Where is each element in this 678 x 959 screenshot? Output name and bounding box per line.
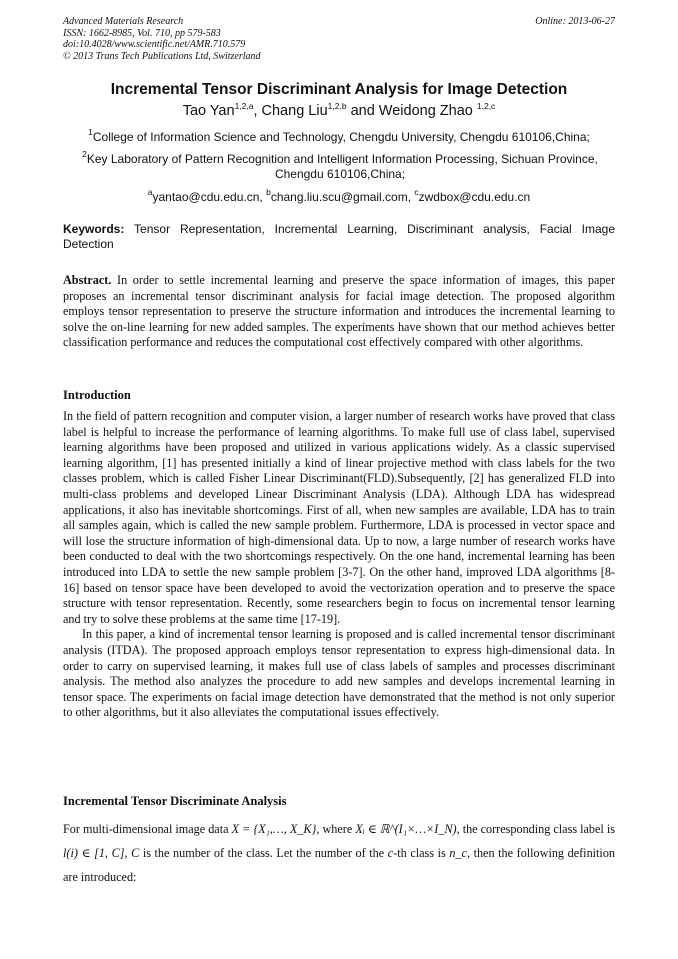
author-emails: $^a$yantao@cdu.edu.cn, $^b$chang.liu.scu@gmail.com, $^c$zwdbox@cdu.edu.cn (147, 187, 531, 204)
doi: doi:10.4028/www.scientific.net/AMR.710.579 (63, 39, 246, 50)
paragraph: In this paper, a kind of incremental tensor learning is proposed and is called incremental tensor discriminant analysis (ITDA). The proposed approach employs tensor representation to express high-dimensional data. In order to carry on supervised learning, it makes full use of class labels of samples and processes discriminant analysis. The method also analyzes the procedure to add new samples and develops incremental learning in tensor space. The experiments on facial image detection have demonstrated that the method is not only superior to other algorithms, but it also alleviates the computational issues effectively. (63, 627, 615, 720)
author-name: , Chang Liu (253, 103, 328, 119)
math-expression: Xᵢ ∈ ℝ^(I₁×…×I_N) (355, 822, 457, 836)
itda-body: For multi-dimensional image data X = {X₁,…, X_K}, where Xᵢ ∈ ℝ^(I₁×…×I_N), the corresponding class label is l(i) ∈ [1, C], C is the number of the class. Let the number of the c-th class is n_c, then the following definition are introduced: (63, 822, 616, 884)
section-heading-itda: Incremental Tensor Discriminate Analysis (63, 794, 287, 808)
copyright: © 2013 Trans Tech Publications Ltd, Switzerland (63, 50, 261, 62)
author-superscript: 1,2,a (234, 101, 254, 111)
keywords-label: Keywords: (63, 222, 125, 236)
online-date: Online: 2013-06-27 (535, 16, 615, 27)
email-link[interactable]: chang.liu.scu@gmail.com, (270, 190, 415, 204)
author-name: and Weidong Zhao (346, 103, 477, 119)
email-link[interactable]: yantao@cdu.edu.cn, (152, 190, 267, 204)
email-link[interactable]: zwdbox@cdu.edu.cn (418, 190, 531, 204)
journal-meta (63, 16, 261, 62)
paragraph: In the field of pattern recognition and computer vision, a larger number of research works have proved that class label is helpful to increase the performance of learning algorithms. To make full use of class label, supervised learning algorithms have been proposed and utilized in various applications widely. As a classic supervised learning algorithm, [1] has presented initially a kind of linear projective method with class labels for the two classes problem, which is called Fisher Linear Discriminant(FLD).Subsequently, [2] has generalized FLD into multi-class problems and developed Linear Discriminant Analysis (LDA). Although LDA has widespread applications, it also has inevitable shortcomings. First of all, when new samples are available, LDA has to train all samples again, which is called the new sample problem. Furthermore, LDA is processed in vector space and will lose the structure information of high-dimensional data. Up to now, a large number of research works have been conducted to deal with the two shortcomings respectively. On the one hand, incremental learning has been introduced into LDA to settle the new sample problem [3-7]. On the other hand, improved LDA algorithms [8-16] based on tensor space have been developed to avoid the vectorization operation and to preserve the space structure with tensor representation. Recently, some researchers begin to focus on incremental tensor learning and try to solve these problems at the same time [17-19]. (63, 409, 615, 626)
abstract-label: Abstract. (63, 273, 112, 287)
affiliation-1: $^1$College of Information Science and Technology, Chengdu University, Chengdu 610106,China; (88, 127, 590, 144)
journal-name: Advanced Materials Research (63, 16, 184, 27)
keywords (63, 222, 615, 252)
author-superscript: 1,2,c (476, 101, 496, 111)
abstract-text: In order to settle incremental learning and preserve the space information of images, this paper proposes an incremental tensor discriminant analysis for facial image detection. The proposed algorithm employs tensor representation to preserve the structure information and introduces the incremental learning to solve the on-line learning for new added samples. The experiments have shown that our method achieves better classification performance and reduces the computational cost effectively compared with other algorithms. (63, 273, 615, 350)
keywords-text: Tensor Representation, Incremental Learning, Discriminant analysis, Facial Image Detection (63, 222, 615, 251)
abstract (63, 273, 615, 351)
author-superscript: 1,2,b (327, 101, 347, 111)
math-expression: c (387, 846, 394, 860)
math-expression: l(i) ∈ [1, C] (63, 846, 125, 860)
affiliation-2: $^2$Key Laboratory of Pattern Recognition and Intelligent Information Processing, Sichuan Province, Chengdu 610106,China; (82, 149, 598, 181)
issn: ISSN: 1662-8985, Vol. 710, pp 579-583 (63, 27, 221, 39)
math-expression: C (131, 846, 140, 860)
section-heading-introduction: Introduction (63, 388, 131, 402)
author-list (0, 103, 678, 119)
paper-title: Incremental Tensor Discriminant Analysis for Image Detection (110, 81, 568, 98)
math-expression: X = {X₁,…, X_K} (231, 822, 317, 836)
introduction-body (63, 409, 615, 721)
author-name: Tao Yan (182, 103, 235, 119)
math-expression: n_c (449, 846, 467, 860)
